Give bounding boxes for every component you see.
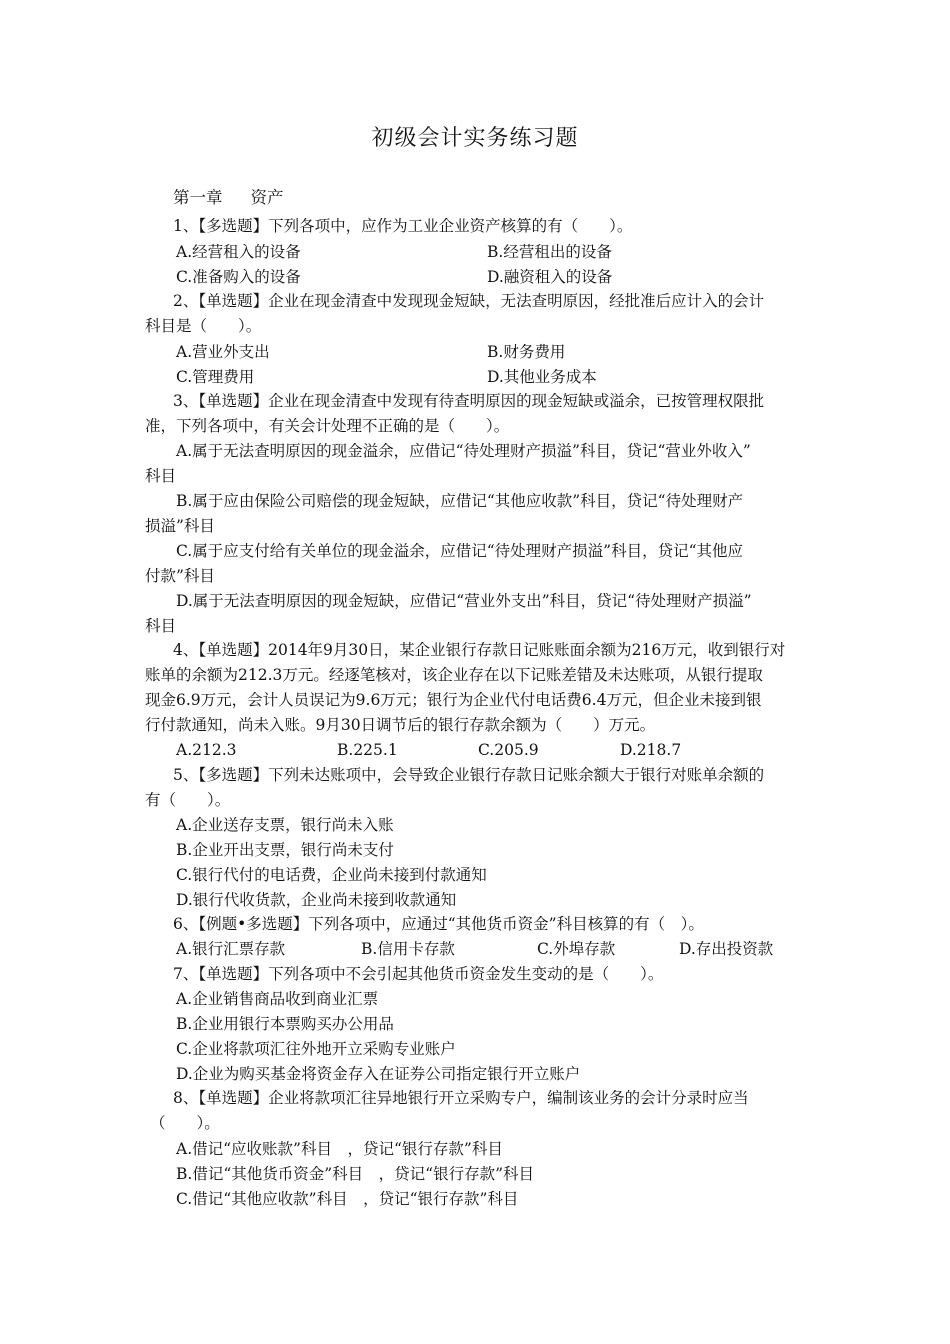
question-4-stem-cont-1: 账单的余额为212.3万元。经逐笔核对，该企业存在以下记账差错及未达账项，从银行提取	[145, 666, 763, 684]
question-3-option-b: B.属于应由保险公司赔偿的现金短缺，应借记“其他应收款”科目，贷记“待处理财产	[176, 492, 744, 510]
question-8-stem: 8、【单选题】企业将款项汇往异地银行开立采购专户，编制该业务的会计分录时应当	[173, 1089, 749, 1107]
question-4-stem-cont-2: 现金6.9万元，会计人员误记为9.6万元；银行为企业代付电话费6.4万元，但企业未接到银	[145, 691, 762, 709]
question-1-stem: 1、【多选题】下列各项中，应作为工业企业资产核算的有（ ）。	[173, 217, 633, 235]
question-3-option-c: C.属于应支付给有关单位的现金溢余，应借记“待处理财产损溢”科目，贷记“其他应	[176, 542, 744, 560]
question-3-option-b-cont: 损溢”科目	[145, 517, 215, 535]
question-4-option-d: D.218.7	[620, 741, 682, 759]
question-7-option-a: A.企业销售商品收到商业汇票	[176, 990, 379, 1008]
question-5-stem-cont: 有（ ）。	[145, 791, 231, 809]
question-5-option-a: A.企业送存支票，银行尚未入账	[176, 816, 394, 834]
question-1-option-d: D.融资租入的设备	[487, 268, 613, 286]
question-3-option-a-cont: 科目	[145, 467, 177, 485]
question-3-option-d: D.属于无法查明原因的现金短缺，应借记“营业外支出”科目，贷记“待处理财产损溢”	[176, 592, 752, 610]
question-8-stem-cont: （ ）。	[150, 1114, 220, 1132]
question-3-stem-cont: 准，下列各项中，有关会计处理不正确的是（ ）。	[145, 417, 510, 435]
chapter-name: 资产	[250, 188, 284, 207]
question-7-option-d: D.企业为购买基金将资金存入在证券公司指定银行开立账户	[176, 1065, 581, 1083]
question-4-option-b: B.225.1	[337, 741, 398, 759]
question-3-option-a: A.属于无法查明原因的现金溢余，应借记“待处理财产损溢”科目，贷记“营业外收入”	[176, 442, 751, 460]
question-7-option-c: C.企业将款项汇往外地开立采购专业账户	[176, 1040, 456, 1058]
question-1-option-b: B.经营租出的设备	[487, 243, 612, 261]
document-title: 初级会计实务练习题	[371, 126, 579, 151]
question-2-stem: 2、【单选题】企业在现金清查中发现现金短缺，无法查明原因，经批准后应计入的会计	[173, 292, 765, 310]
question-2-stem-cont: 科目是（ ）。	[145, 317, 262, 335]
question-3-option-d-cont: 科目	[145, 617, 177, 635]
question-2-option-c: C.管理费用	[176, 368, 255, 386]
question-4-option-c: C.205.9	[478, 741, 539, 759]
question-2-option-b: B.财务费用	[487, 343, 566, 361]
question-7-option-b: B.企业用银行本票购买办公用品	[176, 1015, 394, 1033]
question-4-option-a: A.212.3	[176, 741, 237, 759]
question-2-option-d: D.其他业务成本	[487, 368, 597, 386]
question-5-stem: 5、【多选题】下列未达账项中，会导致企业银行存款日记账余额大于银行对账单余额的	[173, 766, 765, 784]
question-8-option-c: C.借记“其他应收款”科目 ，贷记“银行存款”科目	[176, 1190, 519, 1208]
question-3-option-c-cont: 付款”科目	[145, 567, 215, 585]
question-7-stem: 7、【单选题】下列各项中不会引起其他货币资金发生变动的是（ ）。	[173, 965, 664, 983]
question-6-stem: 6、【例题•多选题】下列各项中，应通过“其他货币资金”科目核算的有（ ）。	[173, 915, 704, 933]
question-4-stem: 4、【单选题】2014年9月30日，某企业银行存款日记账账面余额为216万元，收到银行对	[173, 641, 786, 659]
question-6-option-a: A.银行汇票存款	[176, 940, 286, 958]
question-1-option-a: A.经营租入的设备	[176, 243, 301, 261]
question-6-option-c: C.外埠存款	[537, 940, 616, 958]
chapter-number: 第一章	[173, 188, 223, 207]
question-6-option-b: B.信用卡存款	[361, 940, 455, 958]
chapter-heading	[173, 187, 284, 209]
question-6-option-d: D.存出投资款	[679, 940, 774, 958]
question-4-stem-cont-3: 行付款通知，尚未入账。9月30日调节后的银行存款余额为（ ）万元。	[145, 716, 656, 734]
question-5-option-d: D.银行代收货款，企业尚未接到收款通知	[176, 891, 457, 909]
question-8-option-a: A.借记“应收账款”科目 ，贷记“银行存款”科目	[176, 1140, 503, 1158]
question-3-stem: 3、【单选题】企业在现金清查中发现有待查明原因的现金短缺或溢余，已按管理权限批	[173, 392, 765, 410]
question-8-option-b: B.借记“其他货币资金”科目 ，贷记“银行存款”科目	[176, 1165, 535, 1183]
question-2-option-a: A.营业外支出	[176, 343, 270, 361]
question-5-option-b: B.企业开出支票，银行尚未支付	[176, 841, 394, 859]
question-5-option-c: C.银行代付的电话费，企业尚未接到付款通知	[176, 866, 487, 884]
question-1-option-c: C.准备购入的设备	[176, 268, 301, 286]
